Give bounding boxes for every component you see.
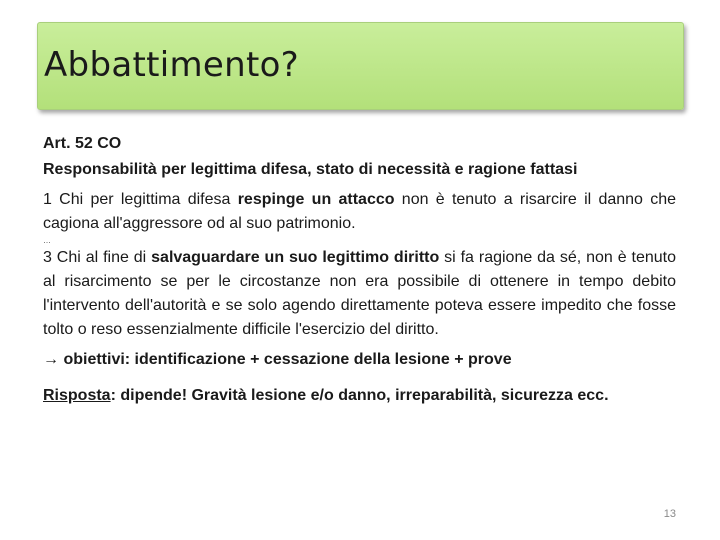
ellipsis-marker: … — [43, 236, 51, 245]
paragraph-3-bold: salvaguardare un suo legittimo diritto — [151, 249, 440, 266]
paragraph-3-prefix: 3 Chi al fine di — [43, 249, 152, 266]
title-box — [37, 22, 684, 110]
article-subtitle: Responsabilità per legittima difesa, stato di necessità e ragione fattasi — [43, 161, 578, 178]
paragraph-1 — [43, 188, 676, 236]
article-heading: Art. 52 CO — [43, 135, 122, 152]
paragraph-1-prefix: 1 Chi per legittima difesa — [43, 191, 238, 208]
answer-label: Risposta — [43, 387, 111, 404]
paragraph-1-suffix: non è tenuto a risarcire il danno che cagiona all'aggressore od al suo patrimonio. — [43, 191, 677, 232]
objectives-line: → obiettivi: identificazione + cessazione della lesione + prove — [43, 351, 512, 368]
slide-content — [43, 132, 676, 408]
paragraph-1-bold: respinge un attacco — [237, 191, 395, 208]
paragraph-3 — [43, 246, 676, 342]
answer-text: : dipende! Gravità lesione e/o danno, irreparabilità, sicurezza ecc. — [110, 387, 609, 404]
slide-title: Abbattimento? — [44, 45, 300, 85]
page-number: 13 — [663, 508, 676, 520]
answer-line — [43, 384, 676, 408]
paragraph-3-suffix: si fa ragione da sé, non è tenuto al risarcimento se per le circostanze non era possibile di ottenere in tempo debito l'intervento dell'autorità e se solo agendo direttamente poteva essere impedito che fosse tolto o reso essenzialmente difficile l'esercizio del diritto. — [43, 249, 676, 338]
